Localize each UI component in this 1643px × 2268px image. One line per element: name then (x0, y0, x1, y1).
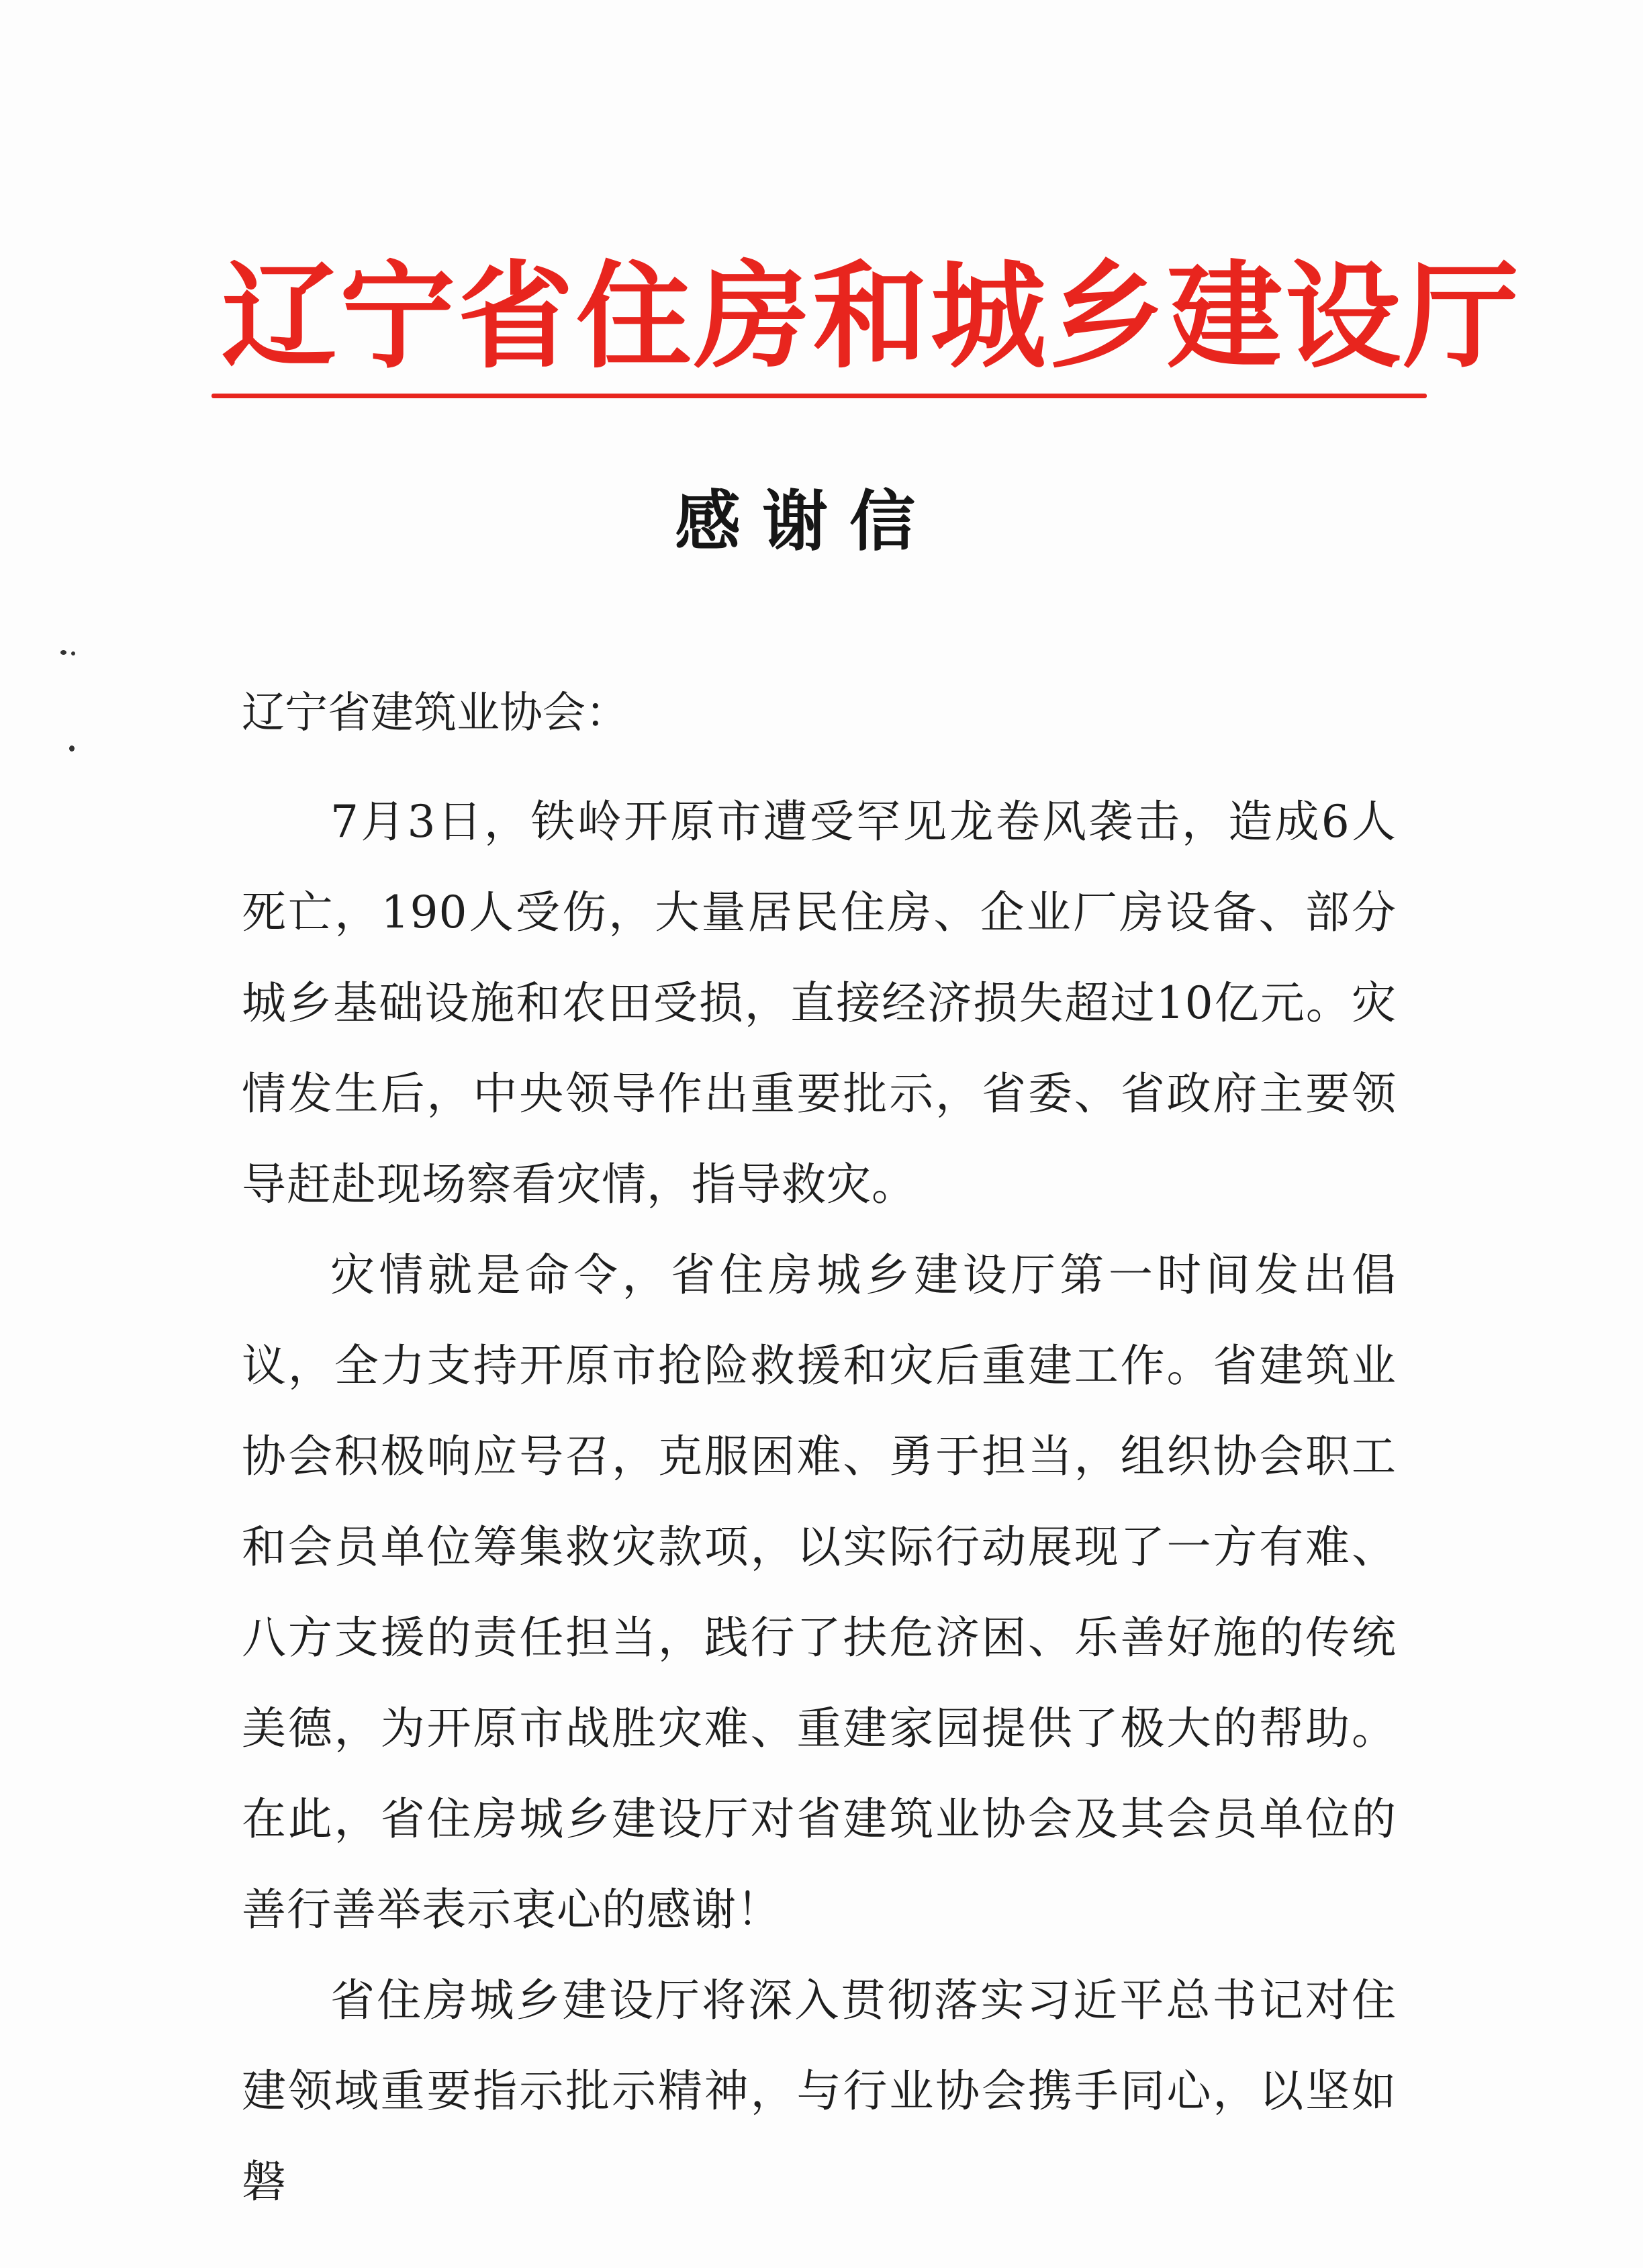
letterhead-red-rule (212, 394, 1427, 398)
scan-speck (69, 745, 75, 752)
letter-paragraph-1: 7月3日，铁岭开原市遭受罕见龙卷风袭击，造成6人死亡，190人受伤，大量居民住房、企业厂房设备、部分城乡基础设施和农田受损，直接经济损失超过10亿元。灾情发生后，中央领导作出重要批示，省委、省政府主要领导赶赴现场察看灾情，指导救灾。 (242, 796, 1397, 1210)
letter-paragraph-3: 省住房城乡建设厅将深入贯彻落实习近平总书记对住建领域重要指示批示精神，与行业协会携手同心，以坚如磐 (242, 1975, 1397, 2208)
scan-speck (71, 651, 75, 655)
letter-paragraph-2: 灾情就是命令，省住房城乡建设厅第一时间发出倡议，全力支持开原市抢险救援和灾后重建工作。省建筑业协会积极响应号召，克服困难、勇于担当，组织协会职工和会员单位筹集救灾款项，以实际行动展现了一方有难、八方支援的责任担当，践行了扶危济困、乐善好施的传统美德，为开原市战胜灾难、重建家园提供了极大的帮助。在此，省住房城乡建设厅对省建筑业协会及其会员单位的善行善举表示衷心的感谢！ (242, 1249, 1397, 1936)
letterhead-org-name: 辽宁省住房和城乡建设厅 (222, 248, 1521, 384)
letter-title: 感谢信 (674, 484, 937, 560)
scan-speck (60, 650, 66, 655)
letter-body (242, 776, 1397, 2227)
letter-salutation: 辽宁省建筑业协会： (242, 688, 628, 738)
